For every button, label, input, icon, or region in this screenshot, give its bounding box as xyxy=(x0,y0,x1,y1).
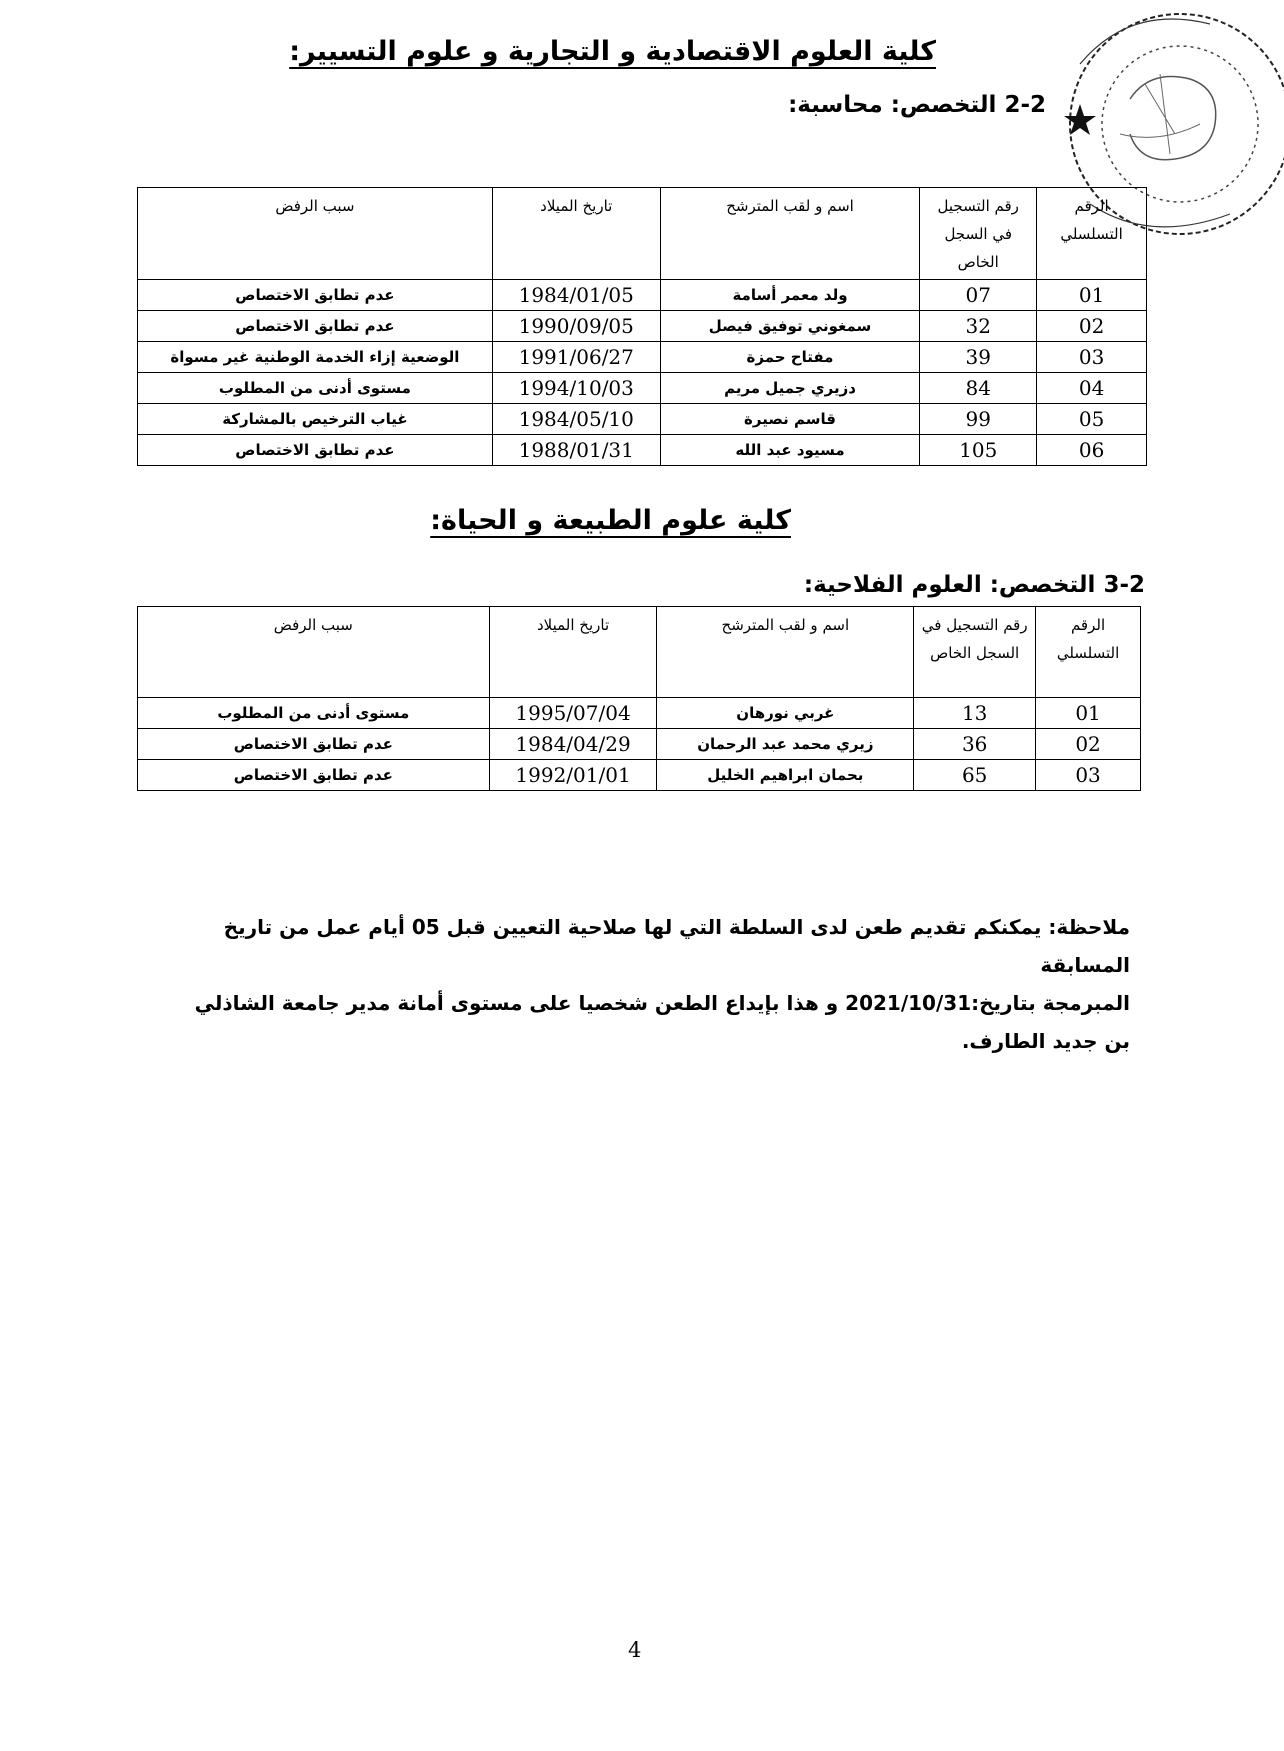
serial-cell: 06 xyxy=(1037,435,1147,466)
table-row xyxy=(138,729,1141,760)
serial-cell: 02 xyxy=(1037,311,1147,342)
table-row xyxy=(138,760,1141,791)
rejection-reason-cell: عدم تطابق الاختصاص xyxy=(138,280,493,311)
table-row xyxy=(138,404,1147,435)
page-number: 4 xyxy=(628,1638,642,1662)
rejection-reason-cell: الوضعية إزاء الخدمة الوطنية غير مسواة xyxy=(138,342,493,373)
serial-cell: 03 xyxy=(1037,342,1147,373)
registration-cell: 105 xyxy=(920,435,1037,466)
birth-date-cell: 1994/10/03 xyxy=(492,373,660,404)
birth-date-cell: 1984/01/05 xyxy=(492,280,660,311)
rejection-reason-cell: عدم تطابق الاختصاص xyxy=(138,435,493,466)
birth-date-cell: 1992/01/01 xyxy=(489,760,657,791)
candidate-name-cell: مسيود عبد الله xyxy=(660,435,920,466)
serial-cell: 05 xyxy=(1037,404,1147,435)
registration-cell: 65 xyxy=(914,760,1036,791)
registration-cell: 07 xyxy=(920,280,1037,311)
table-header-row xyxy=(138,188,1147,280)
birth-date-cell: 1991/06/27 xyxy=(492,342,660,373)
birth-date-cell: 1990/09/05 xyxy=(492,311,660,342)
candidate-name-cell: سمغوني توفيق فيصل xyxy=(660,311,920,342)
candidate-name-cell: بحمان ابراهيم الخليل xyxy=(657,760,914,791)
header-registration: رقم التسجيل في السجل الخاص xyxy=(914,607,1036,698)
registration-cell: 99 xyxy=(920,404,1037,435)
rejected-candidates-table-agronomy xyxy=(137,606,1141,791)
rejection-reason-cell: غياب الترخيص بالمشاركة xyxy=(138,404,493,435)
candidate-name-cell: قاسم نصيرة xyxy=(660,404,920,435)
candidate-name-cell: دزيري جميل مريم xyxy=(660,373,920,404)
table-row xyxy=(138,311,1147,342)
registration-cell: 32 xyxy=(920,311,1037,342)
candidate-name-cell: غربي نورهان xyxy=(657,698,914,729)
faculty-title-life-sciences: كلية علوم الطبيعة و الحياة: xyxy=(430,505,791,536)
serial-cell: 03 xyxy=(1036,760,1141,791)
registration-cell: 84 xyxy=(920,373,1037,404)
note-line-3: بن جديد الطارف. xyxy=(961,1029,1130,1053)
rejection-reason-cell: مستوى أدنى من المطلوب xyxy=(138,373,493,404)
serial-cell: 01 xyxy=(1037,280,1147,311)
rejection-reason-cell: مستوى أدنى من المطلوب xyxy=(138,698,490,729)
note-line-1: ملاحظة: يمكنكم تقديم طعن لدى السلطة التي لها صلاحية التعيين قبل 05 أيام عمل من تاريخ المسابقة xyxy=(223,915,1130,977)
faculty-title-economics: كلية العلوم الاقتصادية و التجارية و علوم التسيير: xyxy=(289,36,936,67)
rejection-reason-cell: عدم تطابق الاختصاص xyxy=(138,729,490,760)
table-row xyxy=(138,435,1147,466)
header-registration: رقم التسجيل في السجل الخاص xyxy=(920,188,1037,280)
birth-date-cell: 1988/01/31 xyxy=(492,435,660,466)
table-header-row xyxy=(138,607,1141,698)
header-rejection-reason: سبب الرفض xyxy=(138,607,490,698)
note-line-2: المبرمجة بتاريخ:2021/10/31 و هذا بإيداع الطعن شخصيا على مستوى أمانة مدير جامعة الشاذلي xyxy=(194,991,1130,1015)
header-serial: الرقم التسلسلي xyxy=(1037,188,1147,280)
serial-cell: 01 xyxy=(1036,698,1141,729)
table-row xyxy=(138,698,1141,729)
header-serial: الرقم التسلسلي xyxy=(1036,607,1141,698)
specialty-title-accounting: 2-2 التخصص: محاسبة: xyxy=(788,92,1046,118)
birth-date-cell: 1984/05/10 xyxy=(492,404,660,435)
candidate-name-cell: مفتاح حمزة xyxy=(660,342,920,373)
header-birth-date: تاريخ الميلاد xyxy=(489,607,657,698)
birth-date-cell: 1995/07/04 xyxy=(489,698,657,729)
candidate-name-cell: زيري محمد عبد الرحمان xyxy=(657,729,914,760)
registration-cell: 13 xyxy=(914,698,1036,729)
appeal-note xyxy=(150,908,1130,1060)
rejected-candidates-table-accounting xyxy=(137,187,1147,466)
header-candidate-name: اسم و لقب المترشح xyxy=(660,188,920,280)
specialty-title-agronomy: 3-2 التخصص: العلوم الفلاحية: xyxy=(803,572,1145,598)
table-row xyxy=(138,280,1147,311)
table-row xyxy=(138,342,1147,373)
table-row xyxy=(138,373,1147,404)
header-rejection-reason: سبب الرفض xyxy=(138,188,493,280)
candidate-name-cell: ولد معمر أسامة xyxy=(660,280,920,311)
header-candidate-name: اسم و لقب المترشح xyxy=(657,607,914,698)
registration-cell: 36 xyxy=(914,729,1036,760)
rejection-reason-cell: عدم تطابق الاختصاص xyxy=(138,760,490,791)
registration-cell: 39 xyxy=(920,342,1037,373)
serial-cell: 02 xyxy=(1036,729,1141,760)
serial-cell: 04 xyxy=(1037,373,1147,404)
birth-date-cell: 1984/04/29 xyxy=(489,729,657,760)
rejection-reason-cell: عدم تطابق الاختصاص xyxy=(138,311,493,342)
header-birth-date: تاريخ الميلاد xyxy=(492,188,660,280)
